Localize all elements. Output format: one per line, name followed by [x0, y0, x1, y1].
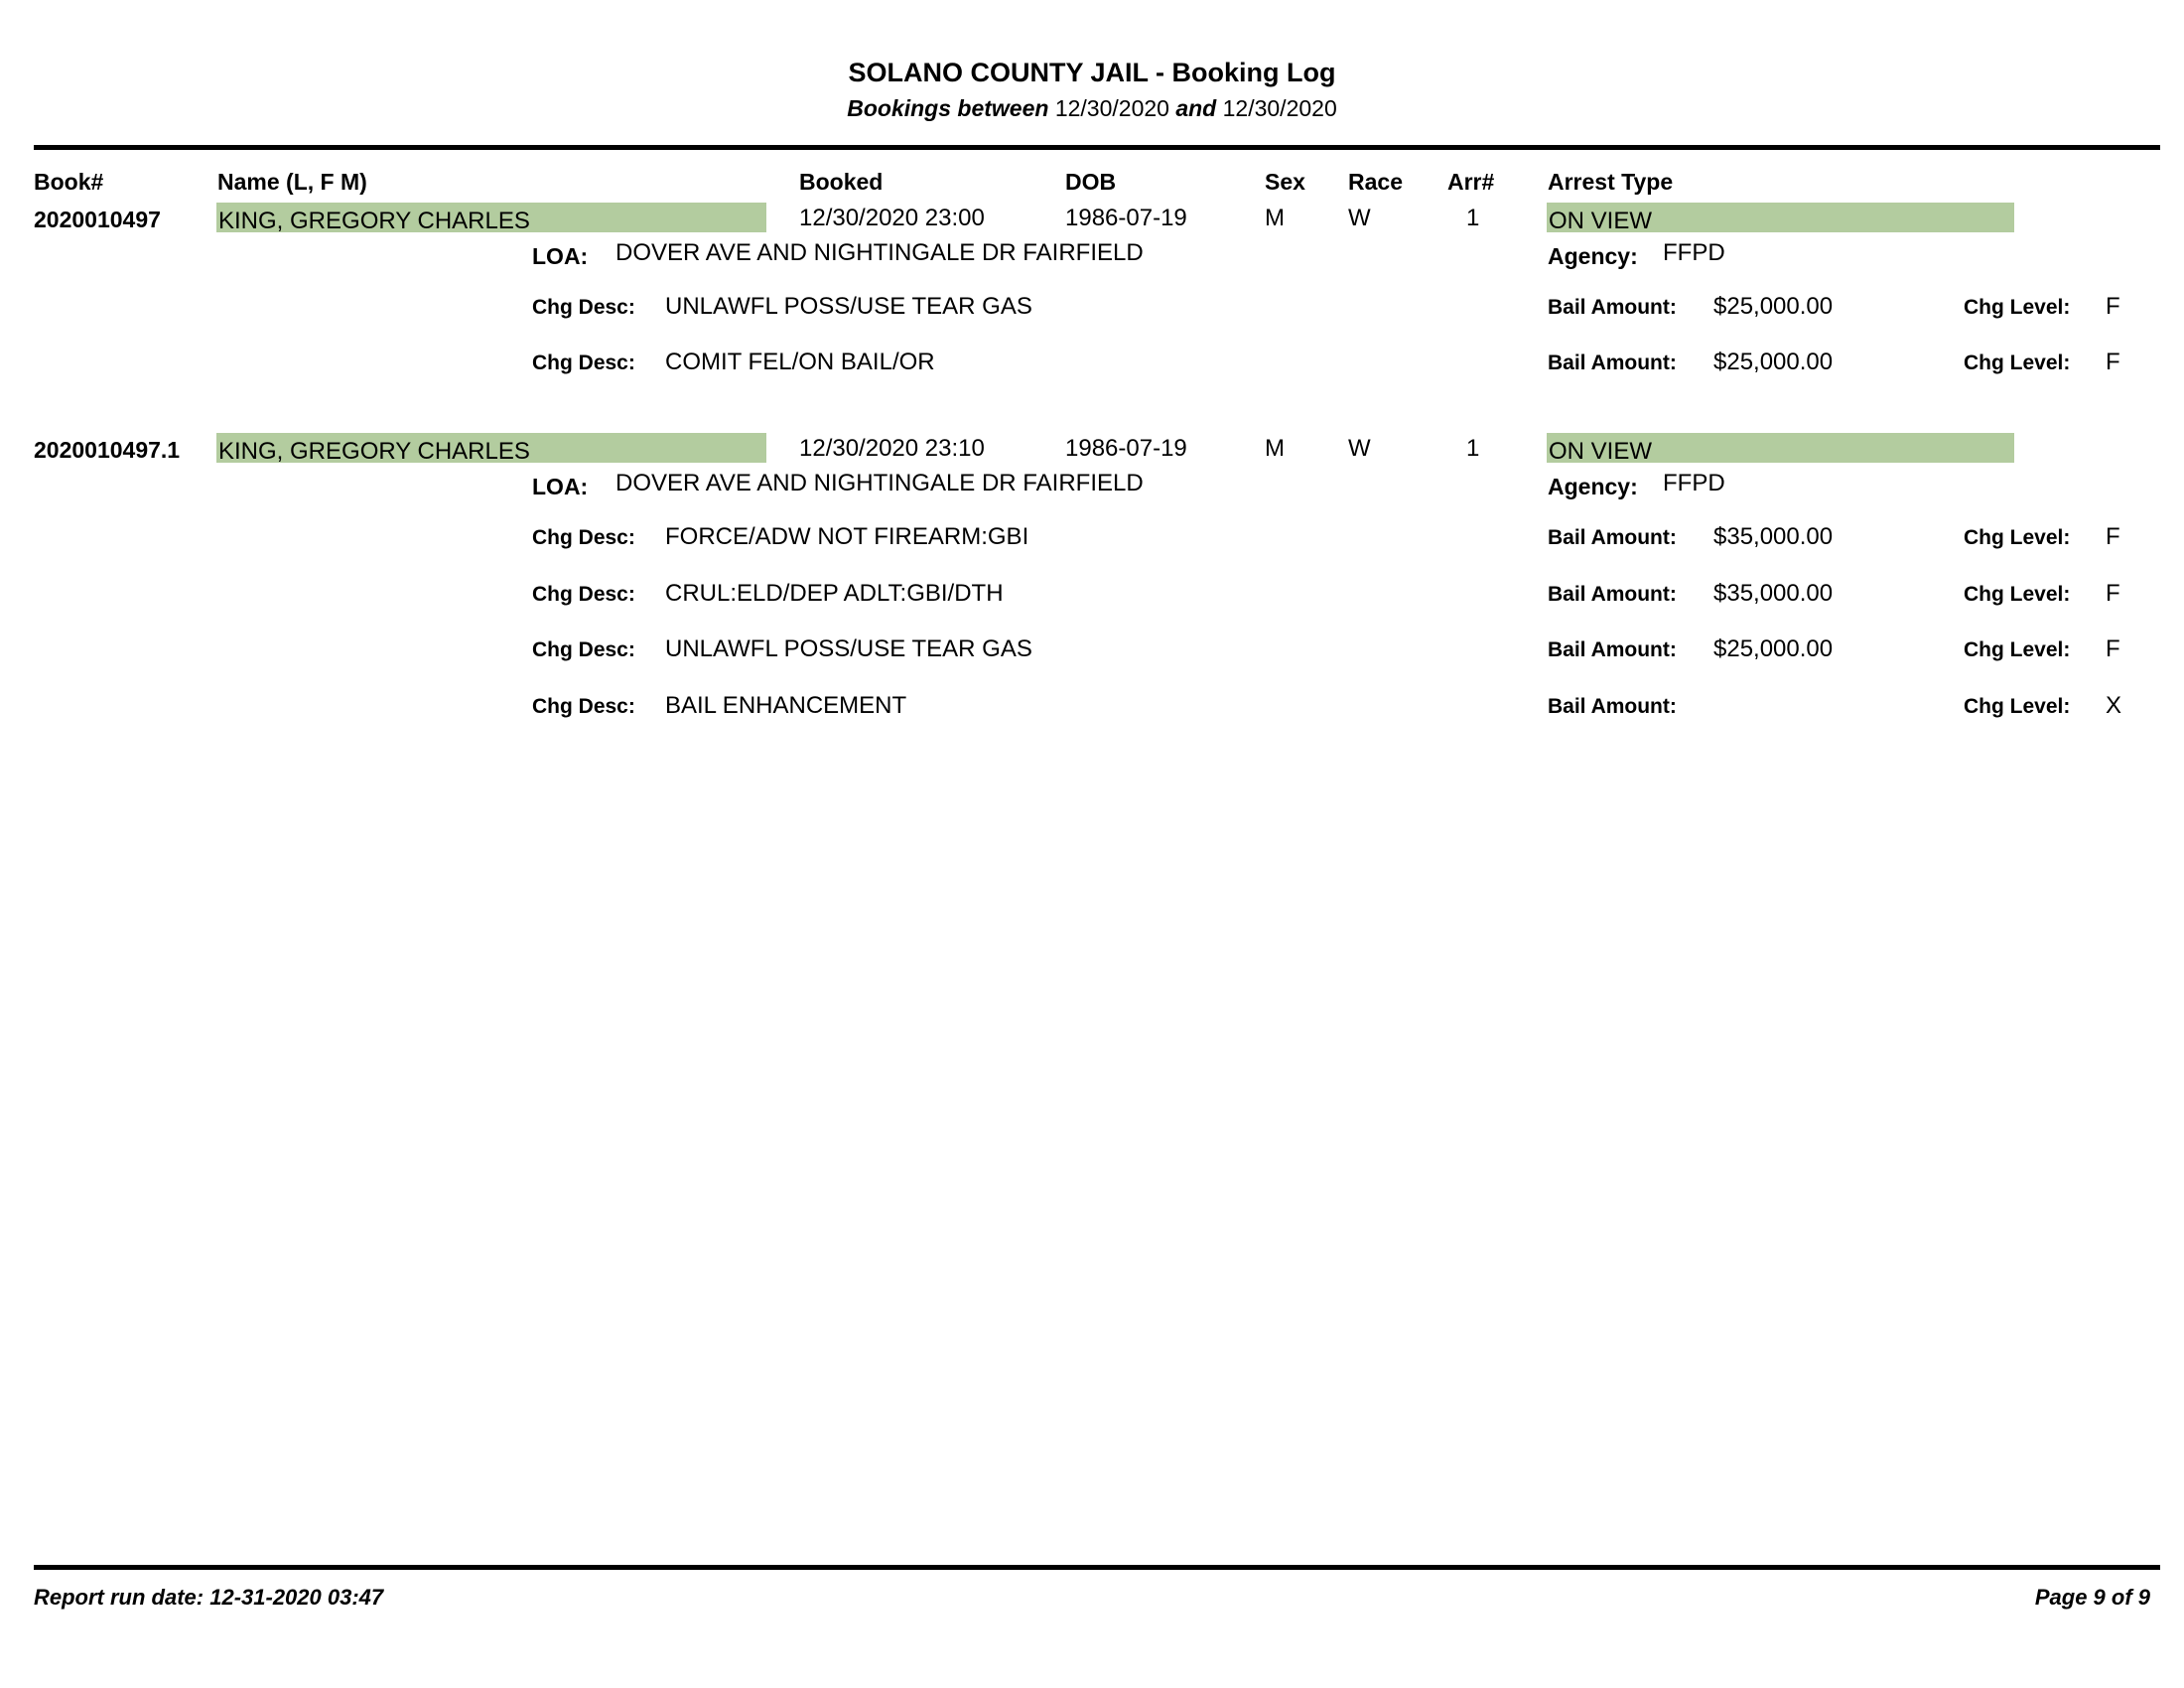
col-name: Name (L, F M) [217, 169, 367, 195]
bail-amount-label: Bail Amount: [1548, 352, 1677, 374]
booked-datetime: 12/30/2020 23:10 [799, 435, 985, 462]
name-highlight [216, 433, 766, 463]
report-title: SOLANO COUNTY JAIL - Booking Log [848, 58, 1336, 87]
bail-amount-label: Bail Amount: [1548, 296, 1677, 319]
chg-desc-value: UNLAWFL POSS/USE TEAR GAS [665, 293, 1032, 320]
chg-level-label: Chg Level: [1964, 526, 2071, 549]
bail-amount-label: Bail Amount: [1548, 695, 1677, 718]
chg-level-value: F [2106, 523, 2120, 550]
bail-amount-value: $35,000.00 [1713, 523, 1834, 550]
arrest-number: 1 [1466, 205, 1480, 231]
chg-level-value: F [2106, 580, 2120, 607]
person-name: KING, GREGORY CHARLES [218, 438, 530, 465]
chg-level-label: Chg Level: [1964, 695, 2071, 718]
person-name: KING, GREGORY CHARLES [218, 208, 530, 234]
footer-rule [34, 1565, 2160, 1570]
chg-desc-label: Chg Desc: [532, 638, 635, 661]
date-from: 12/30/2020 [1054, 95, 1169, 121]
arrest-type: ON VIEW [1549, 438, 1653, 465]
arrest-number: 1 [1466, 435, 1480, 462]
arrest-type-highlight [1547, 433, 2014, 463]
chg-level-value: F [2106, 349, 2120, 375]
arrest-type: ON VIEW [1549, 208, 1653, 234]
col-dob: DOB [1065, 169, 1117, 195]
chg-desc-value: COMIT FEL/ON BAIL/OR [665, 349, 935, 375]
sex: M [1265, 435, 1285, 462]
report-subtitle [0, 95, 2184, 122]
chg-desc-label: Chg Desc: [532, 296, 635, 319]
col-book: Book# [34, 169, 104, 195]
loa-label: LOA: [532, 474, 589, 499]
agency-label: Agency: [1548, 243, 1638, 269]
bail-amount-value: $35,000.00 [1713, 580, 1834, 607]
chg-level-value: F [2106, 635, 2120, 662]
chg-level-label: Chg Level: [1964, 583, 2071, 606]
sex: M [1265, 205, 1285, 231]
chg-desc-value: BAIL ENHANCEMENT [665, 692, 907, 719]
chg-desc-label: Chg Desc: [532, 352, 635, 374]
dob: 1986-07-19 [1065, 205, 1187, 231]
page-number: Page 9 of 9 [2034, 1585, 2150, 1610]
col-arrest-type: Arrest Type [1548, 169, 1674, 195]
race: W [1348, 205, 1371, 231]
chg-level-value: F [2106, 293, 2120, 320]
chg-desc-label: Chg Desc: [532, 583, 635, 606]
bail-amount-label: Bail Amount: [1548, 583, 1677, 606]
chg-desc-value: CRUL:ELD/DEP ADLT:GBI/DTH [665, 580, 1004, 607]
loa-value: DOVER AVE AND NIGHTINGALE DR FAIRFIELD [615, 470, 1144, 496]
chg-desc-value: UNLAWFL POSS/USE TEAR GAS [665, 635, 1032, 662]
subtitle-prefix: Bookings between [847, 95, 1049, 121]
chg-level-label: Chg Level: [1964, 638, 2071, 661]
agency-value: FFPD [1663, 470, 1725, 496]
date-to: 12/30/2020 [1222, 95, 1337, 121]
col-sex: Sex [1265, 169, 1305, 195]
loa-value: DOVER AVE AND NIGHTINGALE DR FAIRFIELD [615, 239, 1144, 266]
dob: 1986-07-19 [1065, 435, 1187, 462]
chg-level-label: Chg Level: [1964, 296, 2071, 319]
bail-amount-label: Bail Amount: [1548, 526, 1677, 549]
race: W [1348, 435, 1371, 462]
agency-label: Agency: [1548, 474, 1638, 499]
header-rule [34, 145, 2160, 150]
chg-level-value: X [2106, 692, 2122, 719]
booked-datetime: 12/30/2020 23:00 [799, 205, 985, 231]
report-run-date: Report run date: 12-31-2020 03:47 [34, 1585, 384, 1610]
loa-label: LOA: [532, 243, 589, 269]
book-number: 2020010497 [34, 207, 161, 232]
col-race: Race [1348, 169, 1403, 195]
name-highlight [216, 203, 766, 232]
bail-amount-value: $25,000.00 [1713, 635, 1834, 662]
chg-desc-value: FORCE/ADW NOT FIREARM:GBI [665, 523, 1029, 550]
chg-desc-label: Chg Desc: [532, 526, 635, 549]
subtitle-and: and [1175, 95, 1217, 121]
arrest-type-highlight [1547, 203, 2014, 232]
bail-amount-label: Bail Amount: [1548, 638, 1677, 661]
col-booked: Booked [799, 169, 884, 195]
agency-value: FFPD [1663, 239, 1725, 266]
bail-amount-value: $25,000.00 [1713, 293, 1834, 320]
chg-level-label: Chg Level: [1964, 352, 2071, 374]
bail-amount-value: $25,000.00 [1713, 349, 1834, 375]
col-arr: Arr# [1447, 169, 1495, 195]
book-number: 2020010497.1 [34, 437, 181, 463]
chg-desc-label: Chg Desc: [532, 695, 635, 718]
